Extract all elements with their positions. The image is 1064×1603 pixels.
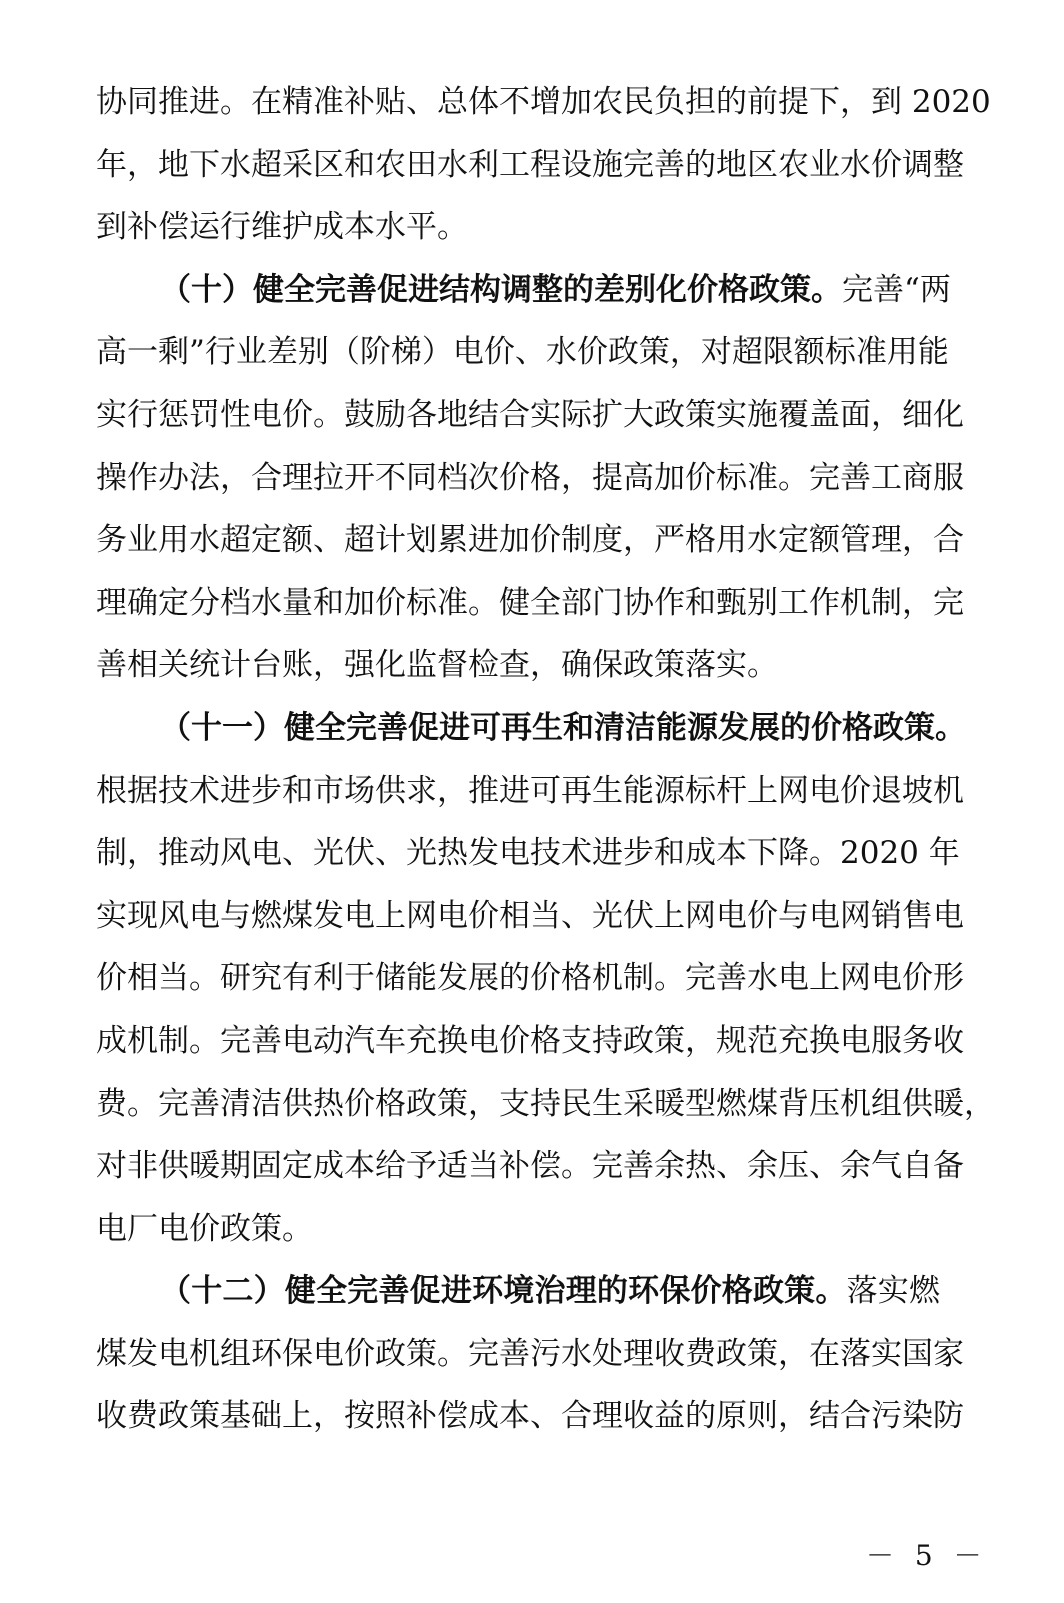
text-line: 高一剩”行业差别（阶梯）电价、水价政策，对超限额标准用能 (96, 334, 949, 371)
text-line: 协同推进。在精准补贴、总体不增加农民负担的前提下，到 2020 (96, 84, 991, 120)
text-line: 电厂电价政策。 (96, 1210, 313, 1247)
section-heading-line (96, 1260, 940, 1323)
text-line: 理确定分档水量和加价标准。健全部门协作和甄别工作机制，完 (96, 584, 964, 621)
heading-line-rest: 落实燃 (846, 1273, 941, 1310)
text-line: 价相当。研究有利于储能发展的价格机制。完善水电上网电价形 (96, 960, 964, 997)
text-line: 煤发电机组环保电价政策。完善污水处理收费政策，在落实国家 (96, 1335, 964, 1372)
section-heading-line (96, 697, 966, 760)
text-line: 实行惩罚性电价。鼓励各地结合实际扩大政策实施覆盖面，细化 (96, 396, 964, 433)
text-line: 成机制。完善电动汽车充换电价格支持政策，规范充换电服务收 (96, 1022, 964, 1059)
text-line: 对非供暖期固定成本给予适当补偿。完善余热、余压、余气自备 (96, 1148, 964, 1185)
text-line: 费。完善清洁供热价格政策，支持民生采暖型燃煤背压机组供暖， (96, 1085, 995, 1122)
section-12 (96, 1260, 964, 1448)
section-heading-line (96, 259, 951, 322)
document-page (96, 71, 995, 1448)
text-line: 善相关统计台账，强化监督检查，确保政策落实。 (96, 647, 778, 684)
section-heading: （十二）健全完善促进环境治理的环保价格政策。 (160, 1273, 847, 1310)
section-heading: （十）健全完善促进结构调整的差别化价格政策。 (160, 271, 842, 308)
text-line: 制，推动风电、光伏、光热发电技术进步和成本下降。2020 年 (96, 835, 960, 872)
text-line: 根据技术进步和市场供求，推进可再生能源标杆上网电价退坡机 (96, 772, 964, 809)
page-number: － 5 － (866, 1539, 988, 1572)
text-line: 到补偿运行维护成本水平。 (96, 209, 468, 246)
text-line: 操作办法，合理拉开不同档次价格，提高加价标准。完善工商服 (96, 459, 964, 496)
section-heading: （十一）健全完善促进可再生和清洁能源发展的价格政策。 (160, 709, 966, 746)
text-line: 实现风电与燃煤发电上网电价相当、光伏上网电价与电网销售电 (96, 897, 964, 934)
text-line: 务业用水超定额、超计划累进加价制度，严格用水定额管理，合 (96, 522, 964, 559)
heading-line-rest: 完善“两 (842, 271, 951, 308)
text-line: 年，地下水超采区和农田水利工程设施完善的地区农业水价调整 (96, 146, 964, 183)
section-10 (96, 259, 964, 697)
section-11 (96, 697, 995, 1260)
paragraph-continued (96, 71, 991, 259)
text-line: 收费政策基础上，按照补偿成本、合理收益的原则，结合污染防 (96, 1398, 964, 1435)
